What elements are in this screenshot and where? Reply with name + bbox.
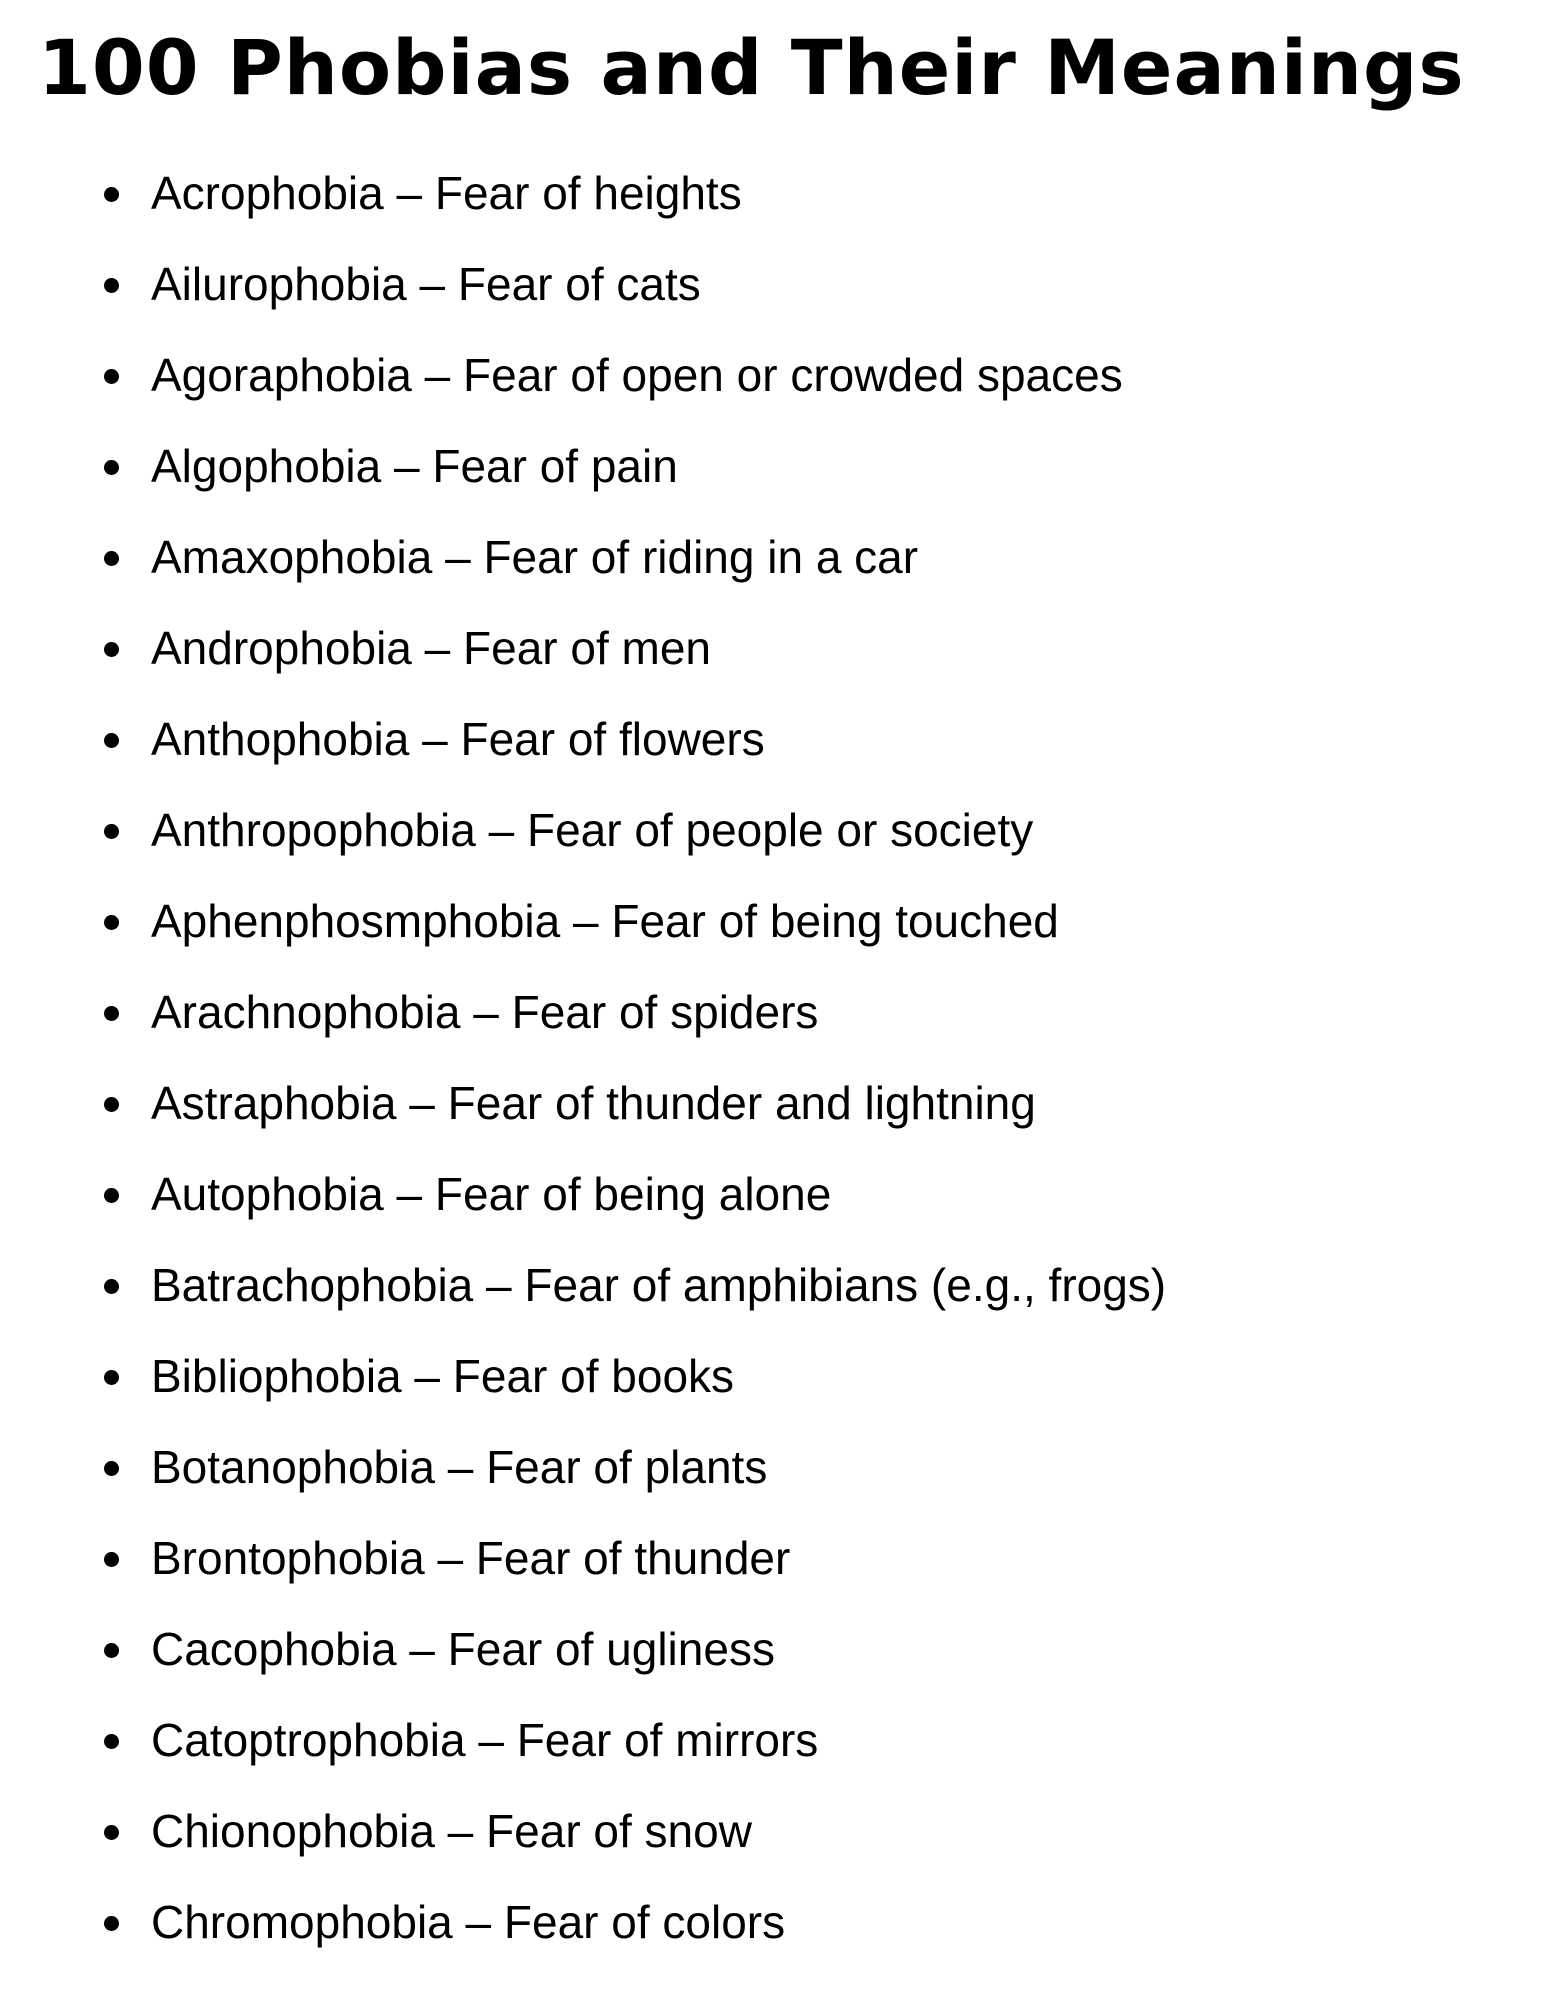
list-item: [0, 967, 1166, 1058]
bullet-icon: [104, 551, 119, 566]
list-item-text: Astraphobia – Fear of thunder and lightning: [151, 1077, 1036, 1129]
bullet-icon: [104, 1734, 119, 1749]
list-item: [0, 1058, 1166, 1149]
list-item: [0, 1604, 1166, 1695]
bullet-icon: [104, 1916, 119, 1931]
list-item: [0, 603, 1166, 694]
bullet-icon: [104, 369, 119, 384]
bullet-icon: [104, 1370, 119, 1385]
list-item: [0, 1786, 1166, 1877]
list-item-text: Amaxophobia – Fear of riding in a car: [151, 531, 919, 583]
phobia-list: [0, 148, 1166, 1968]
bullet-icon: [104, 915, 119, 930]
list-item: [0, 512, 1166, 603]
list-item-text: Algophobia – Fear of pain: [151, 440, 678, 492]
bullet-icon: [104, 1643, 119, 1658]
list-item: [0, 876, 1166, 967]
bullet-icon: [104, 460, 119, 475]
list-item: [0, 330, 1166, 421]
list-item-text: Anthophobia – Fear of flowers: [151, 713, 765, 765]
list-item-text: Aphenphosmphobia – Fear of being touched: [151, 895, 1059, 947]
list-item-text: Batrachophobia – Fear of amphibians (e.g., frogs): [151, 1259, 1167, 1311]
list-item-text: Chionophobia – Fear of snow: [151, 1805, 752, 1857]
list-item-text: Bibliophobia – Fear of books: [151, 1350, 735, 1402]
list-item-text: Botanophobia – Fear of plants: [151, 1441, 768, 1493]
list-item-text: Acrophobia – Fear of heights: [151, 167, 742, 219]
list-item-text: Anthropophobia – Fear of people or society: [151, 804, 1034, 856]
list-item: [0, 1877, 1166, 1968]
bullet-icon: [104, 824, 119, 839]
list-item: [0, 785, 1166, 876]
bullet-icon: [104, 1825, 119, 1840]
list-item: [0, 1331, 1166, 1422]
bullet-icon: [104, 187, 119, 202]
bullet-icon: [104, 278, 119, 293]
list-item-text: Chromophobia – Fear of colors: [151, 1896, 786, 1948]
list-item: [0, 1513, 1166, 1604]
bullet-icon: [104, 1279, 119, 1294]
list-item-text: Androphobia – Fear of men: [151, 622, 712, 674]
list-item: [0, 421, 1166, 512]
list-item-text: Arachnophobia – Fear of spiders: [151, 986, 819, 1038]
list-item: [0, 694, 1166, 785]
page-title: 100 Phobias and Their Meanings: [38, 23, 1465, 112]
bullet-icon: [104, 1461, 119, 1476]
bullet-icon: [104, 642, 119, 657]
list-item: [0, 148, 1166, 239]
list-item-text: Agoraphobia – Fear of open or crowded spaces: [151, 349, 1123, 401]
bullet-icon: [104, 1188, 119, 1203]
list-item-text: Ailurophobia – Fear of cats: [151, 258, 701, 310]
bullet-icon: [104, 1097, 119, 1112]
list-item: [0, 1149, 1166, 1240]
list-item: [0, 1240, 1166, 1331]
list-item-text: Brontophobia – Fear of thunder: [151, 1532, 791, 1584]
list-item-text: Cacophobia – Fear of ugliness: [151, 1623, 775, 1675]
list-item-text: Autophobia – Fear of being alone: [151, 1168, 832, 1220]
bullet-icon: [104, 1552, 119, 1567]
list-item: [0, 1695, 1166, 1786]
list-item-text: Catoptrophobia – Fear of mirrors: [151, 1714, 819, 1766]
list-item: [0, 239, 1166, 330]
bullet-icon: [104, 1006, 119, 1021]
list-item: [0, 1422, 1166, 1513]
bullet-icon: [104, 733, 119, 748]
